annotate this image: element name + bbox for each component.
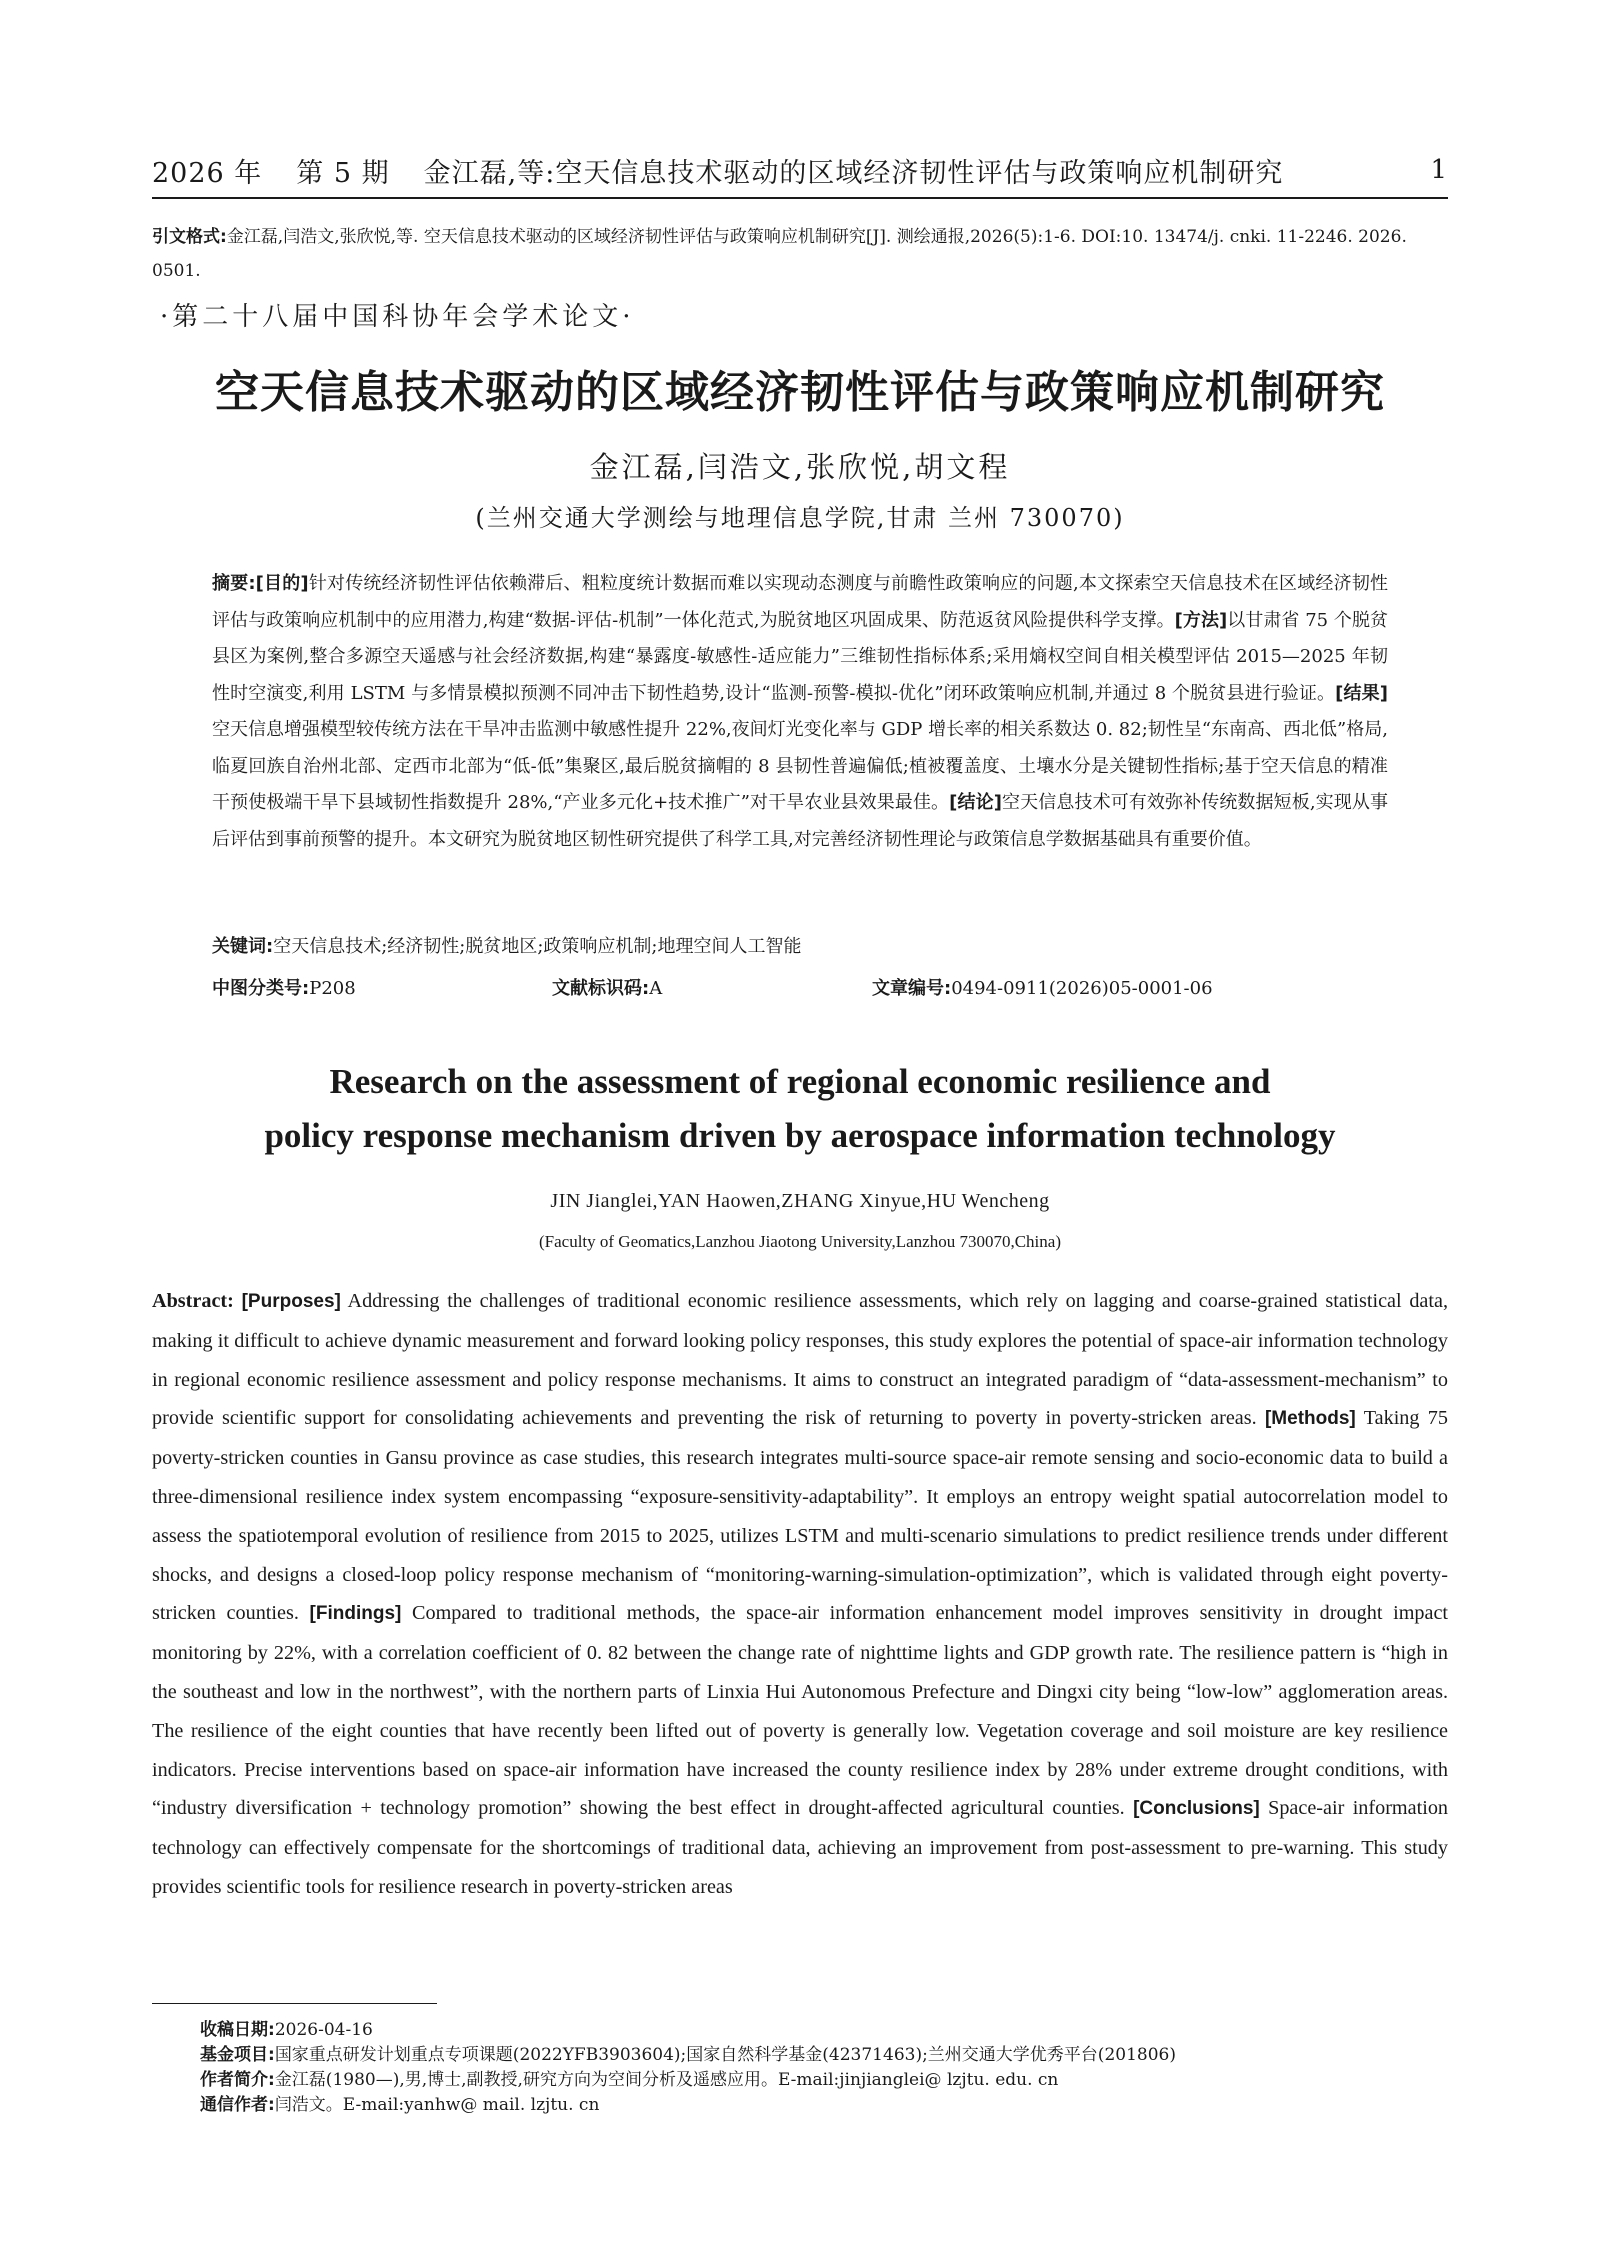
- fund-text: 国家重点研发计划重点专项课题(2022YFB3903604);国家自然科学基金(42371463);兰州交通大学优秀平台(201806): [274, 2045, 1176, 2065]
- header-running-title: 金江磊,等:空天信息技术驱动的区域经济韧性评估与政策响应机制研究: [423, 157, 1284, 189]
- abstract-cn-label: 摘要:: [212, 573, 256, 594]
- abstract-en-methods: Taking 75 poverty-stricken counties in Gansu province as case studies, this research integrates multi-source space-air remote sensing and socio-economic data to build a three-dimensional resilience index system encompassing “exposure-sensitivity-adaptability”. It employs an entropy weight spatial autocorrelation model to assess the spatiotemporal evolution of resilience from 2015 to 2025, utilizes LSTM and multi-scenario simulations to predict resilience trends under different shocks, and designs a closed-loop policy response mechanism of “monitoring-warning-simulation-optimization”, which is validated through eight poverty-stricken counties.: [152, 1407, 1448, 1625]
- authors-cn: 金江磊,闫浩文,张欣悦,胡文程: [589, 450, 1011, 484]
- doc-code-label: 文献标识码:: [552, 978, 650, 999]
- abstract-cn-purpose-tag: [目的]: [255, 573, 309, 594]
- article-number-label: 文章编号:: [872, 978, 952, 999]
- abstract-cn: [212, 566, 1388, 858]
- abstract-en-methods-tag: [Methods]: [1264, 1408, 1356, 1430]
- paper-title-en: [150, 1055, 1450, 1163]
- header-year: 2026 年: [152, 157, 263, 189]
- abstract-cn-findings: 空天信息增强模型较传统方法在干旱冲击监测中敏感性提升 22%,夜间灯光变化率与 GDP 增长率的相关系数达 0. 82;韧性呈“东南高、西北低”格局,临夏回族自治州北部、定西市北部为“低-低”集聚区,最后脱贫摘帽的 8 县韧性普遍偏低;植被覆盖度、土壤水分是关键韧性指标;基于空天信息的精准干预使极端干旱下县域韧性指数提升 28%,“产业多元化+技术推广”对干旱农业县效果最佳。: [212, 719, 1388, 813]
- abstract-cn-conclusions: 空天信息技术可有效弥补传统数据短板,实现从事后评估到事前预警的提升。本文研究为脱贫地区韧性研究提供了科学工具,对完善经济韧性理论与政策信息学数据基础具有重要价值。: [212, 792, 1388, 850]
- abstract-en-purposes: Addressing the challenges of traditional economic resilience assessments, which rely on lagging and coarse-grained statistical data, making it difficult to achieve dynamic measurement and forward looking policy responses, this study explores the potential of space-air information technology in regional economic resilience assessment and policy response mechanisms. It aims to construct an integrated paradigm of “data-assessment-mechanism” to provide scientific support for consolidating achievements and preventing the risk of returning to poverty in poverty-stricken areas.: [152, 1290, 1449, 1430]
- authors-en: JIN Jianglei,YAN Haowen,ZHANG Xinyue,HU Wencheng: [550, 1190, 1050, 1212]
- footnotes: [200, 2018, 1448, 2118]
- abstract-cn-purpose: 针对传统经济韧性评估依赖滞后、粗粒度统计数据而难以实现动态测度与前瞻性政策响应的问题,本文探索空天信息技术在区域经济韧性评估与政策响应机制中的应用潜力,构建“数据-评估-机制”一体化范式,为脱贫地区巩固成果、防范返贫风险提供科学支撑。: [212, 573, 1389, 631]
- footnote-fund: [200, 2043, 1448, 2068]
- clc-value: P208: [309, 978, 356, 999]
- citation-label: 引文格式:: [152, 227, 227, 247]
- footnote-received: [200, 2018, 1448, 2043]
- abstract-en-conclusions: Space-air information technology can effectively compensate for the shortcomings of traditional data, achieving an improvement from post-assessment to pre-warning. This study provides scientific tools for resilience research in poverty-stricken areas: [152, 1797, 1449, 1898]
- footnote-author: [200, 2068, 1448, 2093]
- abstract-en-purposes-tag: [Purposes]: [241, 1291, 341, 1312]
- fund-label: 基金项目:: [200, 2045, 275, 2065]
- corresponding-text: 闫浩文。E-mail:yanhw@ mail. lzjtu. cn: [274, 2095, 600, 2115]
- affiliation-cn: (兰州交通大学测绘与地理信息学院,甘肃 兰州 730070): [475, 504, 1125, 532]
- abstract-en-conclusions-tag: [Conclusions]: [1133, 1798, 1260, 1820]
- keywords-cn-text: 空天信息技术;经济韧性;脱贫地区;政策响应机制;地理空间人工智能: [273, 936, 802, 957]
- doc-code-value: A: [649, 978, 663, 999]
- citation-block: [152, 220, 1448, 288]
- header-issue: 第 5 期: [296, 157, 390, 189]
- abstract-cn-methods: 以甘肃省 75 个脱贫县区为案例,整合多源空天遥感与社会经济数据,构建“暴露度-敏感性-适应能力”三维韧性指标体系;采用熵权空间自相关模型评估 2015—2025 年韧性时空演变,利用 LSTM 与多情景模拟预测不同冲击下韧性趋势,设计“监测-预警-模拟-优化”闭环政策响应机制,并通过 8 个脱贫县进行验证。: [212, 609, 1388, 704]
- citation-text: 金江磊,闫浩文,张欣悦,等. 空天信息技术驱动的区域经济韧性评估与政策响应机制研究[J]. 测绘通报,2026(5):1-6. DOI:10. 13474/j. cnki. 11-2246. 2026. 0501.: [152, 227, 1407, 281]
- abstract-en-label: Abstract:: [152, 1290, 234, 1312]
- classification-row: [212, 972, 1388, 1006]
- keywords-cn: [212, 930, 1388, 964]
- author-bio-text: 金江磊(1980—),男,博士,副教授,研究方向为空间分析及遥感应用。E-mail:jinjianglei@ lzjtu. edu. cn: [274, 2070, 1059, 2090]
- abstract-en-findings: Compared to traditional methods, the space-air information enhancement model improves sensitivity in drought impact monitoring by 22%, with a correlation coefficient of 0. 82 between the change rate of nighttime lights and GDP growth rate. The resilience pattern is “high in the southeast and low in the northwest”, with the northern parts of Linxia Hui Autonomous Prefecture and Dingxi city being “low-low” agglomeration areas. The resilience of the eight counties that have recently been lifted out of poverty is generally low. Vegetation coverage and soil moisture are key resilience indicators. Precise interventions based on space-air information have increased the county resilience index by 28% under extreme drought conditions, with “industry diversification + technology promotion” showing the best effect in drought-affected agricultural counties.: [152, 1602, 1449, 1820]
- received-label: 收稿日期:: [200, 2020, 275, 2040]
- abstract-cn-findings-tag: [结果]: [1335, 682, 1389, 704]
- footnote-corresponding: [200, 2093, 1448, 2118]
- clc-label: 中图分类号:: [212, 978, 310, 999]
- abstract-cn-methods-tag: [方法]: [1174, 609, 1228, 631]
- paper-title-en-line1: Research on the assessment of regional economic resilience and: [329, 1062, 1271, 1101]
- corresponding-label: 通信作者:: [200, 2095, 275, 2115]
- keywords-cn-label: 关键词:: [212, 936, 274, 957]
- header-rule: [152, 197, 1448, 199]
- abstract-en: [152, 1282, 1448, 1907]
- article-number-value: 0494-0911(2026)05-0001-06: [951, 978, 1213, 999]
- clc-number: [212, 972, 552, 1006]
- author-bio-label: 作者简介:: [200, 2070, 275, 2090]
- abstract-en-findings-tag: [Findings]: [309, 1603, 402, 1625]
- footnote-rule: [152, 2003, 437, 2004]
- paper-title-cn: 空天信息技术驱动的区域经济韧性评估与政策响应机制研究: [215, 367, 1385, 418]
- page-number: 1: [1430, 155, 1448, 185]
- abstract-cn-conclusions-tag: [结论]: [949, 792, 1002, 813]
- affiliation-en: (Faculty of Geomatics,Lanzhou Jiaotong University,Lanzhou 730070,China): [538, 1232, 1061, 1251]
- running-header: [152, 150, 1448, 190]
- document-code: [552, 972, 872, 1006]
- article-number: [872, 972, 1213, 1006]
- paper-title-en-line2: policy response mechanism driven by aerospace information technology: [264, 1116, 1336, 1155]
- received-date: 2026-04-16: [274, 2020, 373, 2040]
- column-tag: ·第二十八届中国科协年会学术论文·: [160, 302, 635, 332]
- running-header-left: [152, 151, 1283, 190]
